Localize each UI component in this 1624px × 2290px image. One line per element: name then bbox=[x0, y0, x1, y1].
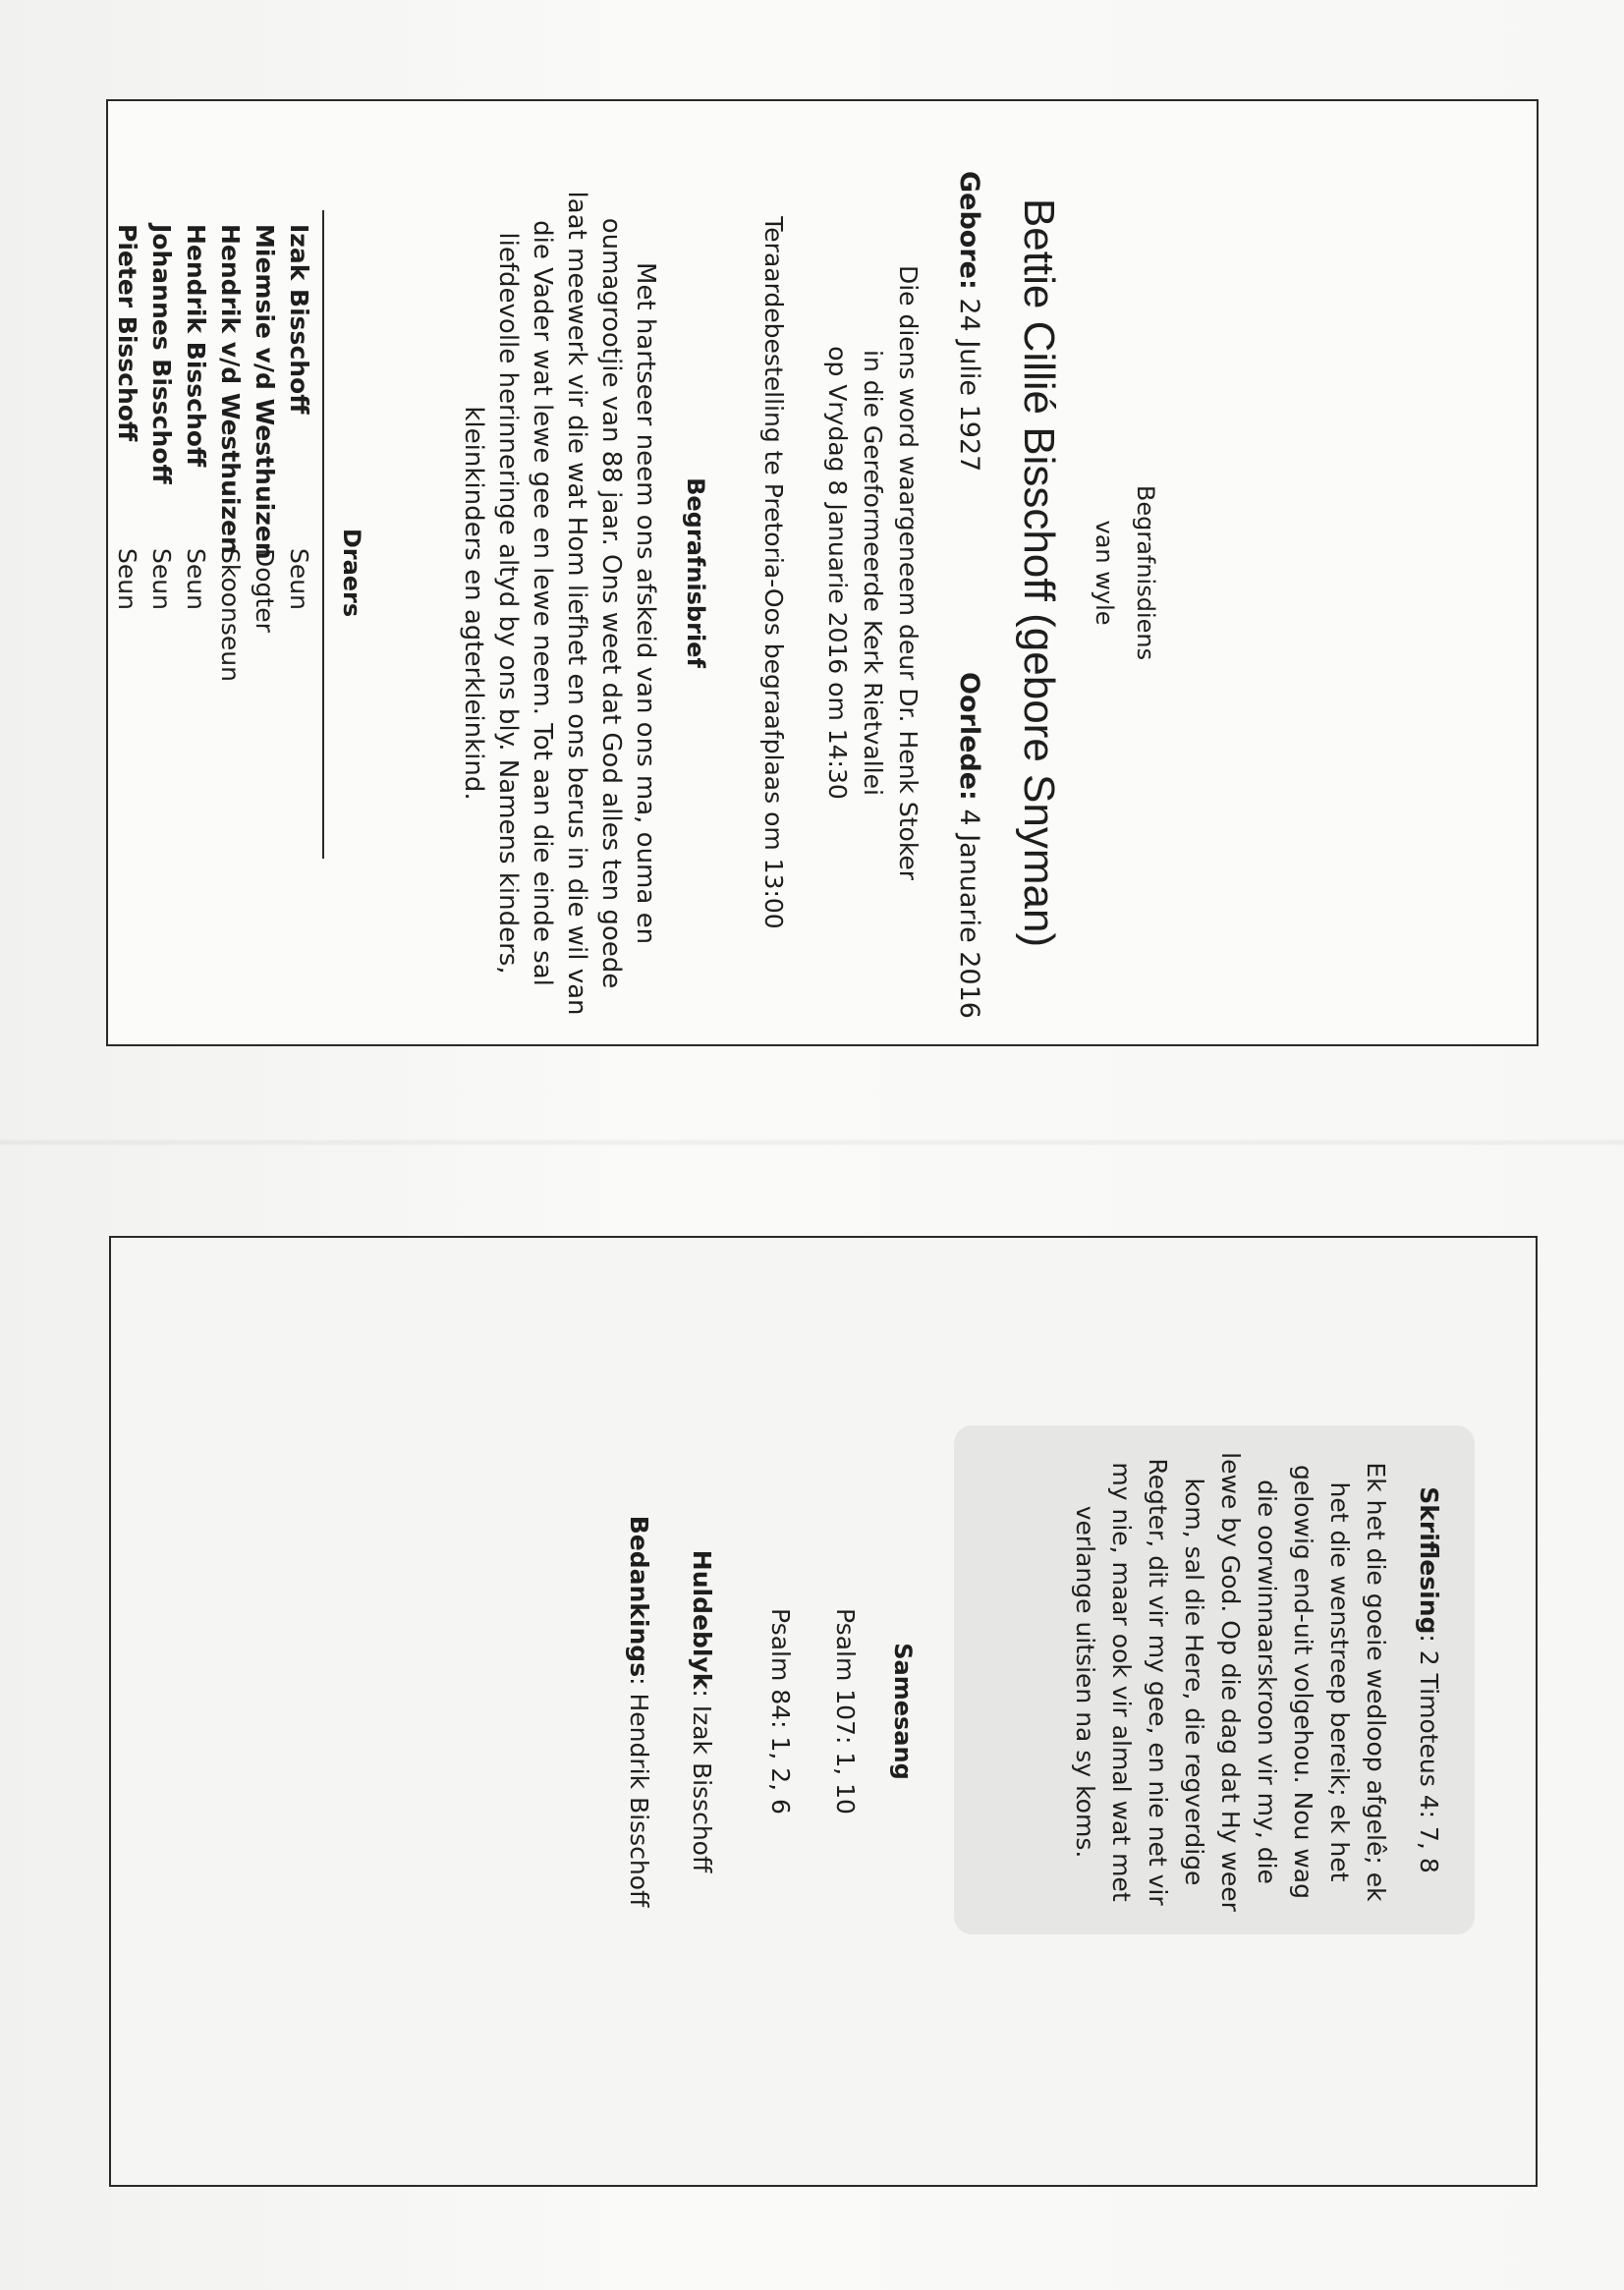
scripture-label: Skriflesing bbox=[1415, 1486, 1443, 1635]
psalm-1: Psalm 107: 1, 10 bbox=[831, 1608, 860, 1815]
born-label: Gebore: bbox=[954, 171, 984, 290]
born-date: 24 Julie 1927 bbox=[954, 298, 984, 473]
scripture-reference: : 2 Timoteus 4: 7, 8 bbox=[1415, 1634, 1443, 1873]
service-details bbox=[819, 102, 925, 1043]
bearer-role: Seun bbox=[285, 548, 313, 610]
bearer-name: Johannes Bisschoff bbox=[147, 224, 176, 484]
deceased-name: Bettie Cillié Bisschoff (gebore Snyman) bbox=[1015, 197, 1063, 948]
died-date: 4 Januarie 2016 bbox=[954, 809, 984, 1019]
front-panel bbox=[108, 102, 1535, 1043]
scripture-text: Ek het die goeie wedloop afgelê; ek het die wenstreep bereik; ek het gelowig end-uit volgehou. Nou wag die oorwinnaarskroon vir my, die lewe by God. Op die dag dat Hy weer kom, sal die Here, die regverdige Regter, dit vir my gee, en nie net vir my nie, maar ook vir almal wat met verlange uitsien na sy koms. bbox=[1071, 1452, 1390, 1912]
bearer-row bbox=[248, 224, 282, 853]
bearers-list bbox=[110, 224, 316, 853]
letter-text: Met hartseer neem ons afskeid van ons ma, ouma en oumagrootjie van 88 jaar. Ons weet dat God alles ten goede laat meewerk vir die wat Hom liefhet en ons berus in die wil van die Vader wat lewe gee en lewe neem. Tot aan die einde sal liefdevolle herinneringe altyd by ons bly. Namens kinders, kleinkinders en agterkleinkind. bbox=[459, 191, 660, 1016]
service-line-2: in die Gereformeerde Kerk Rietvallei bbox=[859, 350, 887, 796]
bearer-row bbox=[110, 224, 144, 853]
letter-heading: Begrafnisbrief bbox=[682, 477, 709, 668]
bearer-name: Pieter Bisschoff bbox=[113, 224, 141, 442]
died-label: Oorlede: bbox=[954, 672, 984, 801]
bearer-role: Seun bbox=[113, 548, 141, 610]
tribute-name: : Izak Bisschoff bbox=[688, 1689, 716, 1873]
born-line bbox=[954, 171, 984, 472]
intro-line-1: Begrafnisdiens bbox=[1132, 484, 1159, 661]
thanks-name: : Hendrik Bisschoff bbox=[625, 1677, 653, 1908]
bearer-role: Skoonseun bbox=[216, 548, 245, 682]
singing-heading: Samesang bbox=[889, 1643, 917, 1780]
scripture-heading bbox=[1415, 1425, 1443, 1934]
thanks-label: Bedankings bbox=[625, 1515, 653, 1678]
bearer-role: Seun bbox=[182, 548, 210, 610]
tribute-line bbox=[688, 1239, 716, 2184]
bearer-name: Hendrik v/d Westhuizen bbox=[216, 224, 245, 554]
intro-line-2: van wyle bbox=[1091, 520, 1118, 626]
bearer-role: Dogter bbox=[251, 548, 279, 633]
bearer-row bbox=[282, 224, 316, 853]
service-line-3: op Vrydag 8 Januarie 2016 om 14:30 bbox=[823, 346, 852, 800]
bearers-divider bbox=[322, 210, 324, 859]
service-line-1: Die diens word waargeneem deur Dr. Henk Stoker bbox=[894, 264, 923, 881]
bearer-row bbox=[179, 224, 213, 853]
psalm-2: Psalm 84: 1, 2, 6 bbox=[766, 1608, 795, 1815]
bearers-heading: Draers bbox=[338, 528, 365, 618]
burial-line: Teraardebestelling te Pretoria-Oos begraafplaas om 13:00 bbox=[759, 216, 788, 929]
bearer-role: Seun bbox=[147, 548, 176, 610]
bearer-row bbox=[144, 224, 179, 853]
bearer-row bbox=[213, 224, 248, 853]
died-line bbox=[954, 672, 984, 1019]
tribute-label: Huldeblyk bbox=[688, 1549, 716, 1690]
fold-line bbox=[0, 1140, 1624, 1145]
thanks-line bbox=[625, 1239, 653, 2184]
bearer-name: Izak Bisschoff bbox=[285, 224, 313, 415]
bearer-name: Miemsie v/d Westhuizen bbox=[251, 224, 279, 560]
bearer-name: Hendrik Bisschoff bbox=[182, 224, 210, 468]
back-panel bbox=[111, 1239, 1534, 2184]
